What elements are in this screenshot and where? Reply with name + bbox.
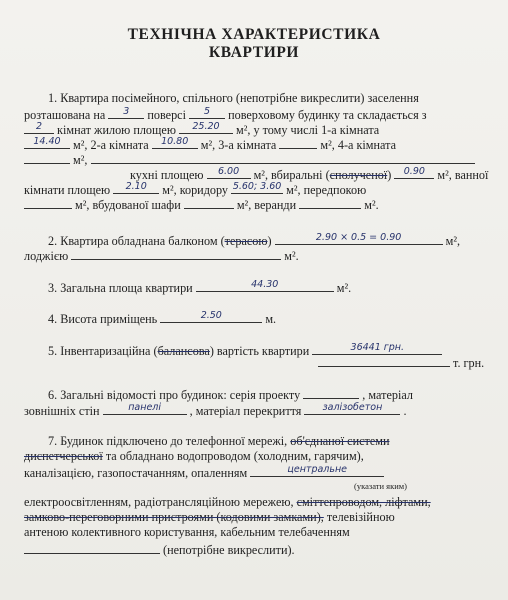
- ceiling-field[interactable]: залізобетон: [304, 402, 400, 415]
- p7-line3: каналізацією, газопостачанням, опаленням центральне: [24, 464, 384, 480]
- p6-line2: зовнішніх стін панелі , матеріал перекриття залізобетон .: [24, 402, 407, 418]
- p7-line6: антеною колективного користування, кабельним телебаченням: [24, 525, 350, 539]
- p1-extra-field[interactable]: [91, 151, 475, 164]
- p7-extra-field[interactable]: [24, 541, 160, 554]
- p1-line5: м²,: [24, 151, 475, 167]
- p1-line6: кухні площею 6.00 м², вбиральні (сполученої) 0.90 м², ванної: [130, 166, 489, 182]
- height-field[interactable]: 2.50: [160, 310, 262, 323]
- hallway-field[interactable]: [24, 196, 72, 209]
- document-subtitle: КВАРТИРИ: [208, 44, 300, 61]
- kitchen-field[interactable]: 6.00: [207, 166, 251, 179]
- corridor-field[interactable]: 5.60; 3.60: [232, 181, 282, 192]
- p1-line4: 14.40 м², 2-а кімната 10.80 м², 3-а кімната м², 4-а кімната: [24, 136, 396, 152]
- living-area-field[interactable]: 25.20: [179, 121, 233, 134]
- p1-line1: 1. Квартира посімейного, спільного (непотрібне викреслити) заселення: [48, 91, 419, 105]
- p7-line1: 7. Будинок підключено до телефонної мережі, об'єднаної системи: [48, 434, 390, 448]
- room2-field[interactable]: 10.80: [152, 136, 198, 149]
- rooms-field[interactable]: 2: [24, 121, 54, 134]
- p5-line2: т. грн.: [318, 354, 484, 370]
- room3-field[interactable]: [279, 136, 317, 149]
- p5-line1: 5. Інвентаризаційна (балансова) вартість квартири 36441 грн.: [48, 342, 442, 358]
- p7-line2: диспетчерської та обладнано водопроводом (холодним, гарячим),: [24, 449, 364, 463]
- p1-line3: 2 кімнат жилою площею 25.20 м², у тому числі 1-а кімната: [24, 121, 379, 137]
- p7-line4: електроосвітленням, радіотрансляційною мережею, сміттепроводом, ліфтами,: [24, 495, 431, 509]
- toilet-field[interactable]: 0.90: [394, 166, 434, 179]
- p2-line2: лоджією м².: [24, 249, 299, 263]
- heating-field[interactable]: центральне: [250, 464, 384, 477]
- p3-line: 3. Загальна площа квартири 44.30 м².: [48, 279, 352, 295]
- loggia-field[interactable]: [71, 247, 281, 260]
- floor-field[interactable]: 3: [108, 106, 144, 119]
- walls-field[interactable]: панелі: [103, 402, 187, 415]
- p1-line7: кімнати площею 2.10 м², коридору 5.60; 3.60 м², передпокою: [24, 181, 367, 197]
- balcony-field[interactable]: 2.90 × 0.5 = 0.90: [275, 232, 443, 245]
- p1-line8: м², вбудованої шафи м², веранди м².: [24, 196, 379, 212]
- wardrobe-field[interactable]: [184, 196, 234, 209]
- bath-field[interactable]: 2.10: [113, 181, 159, 194]
- p6-line1: 6. Загальні відомості про будинок: серія проекту , матеріал: [48, 388, 413, 402]
- floors-total-field[interactable]: 5: [189, 106, 225, 119]
- document-title: ТЕХНІЧНА ХАРАКТЕРИСТИКА: [127, 26, 381, 43]
- veranda-field[interactable]: [299, 196, 361, 209]
- room4-field[interactable]: [24, 151, 70, 164]
- p7-line7: (непотрібне викреслити).: [24, 541, 295, 557]
- value-extra-field[interactable]: [318, 354, 450, 367]
- p1-line2: розташована на 3 поверсі 5 поверховому будинку та складається з: [24, 106, 427, 122]
- room1-field[interactable]: 14.40: [24, 136, 70, 149]
- total-area-field[interactable]: 44.30: [196, 279, 334, 292]
- p2-line1: 2. Квартира обладнана балконом (терасою) 2.90 × 0.5 = 0.90 м²,: [48, 232, 461, 248]
- p7-line5: замково-переговорними пристроями (кодовими замками), телевізійною: [24, 510, 395, 524]
- heating-note: (указати яким): [354, 481, 407, 491]
- p4-line: 4. Висота приміщень 2.50 м.: [48, 310, 277, 326]
- value-field[interactable]: 36441 грн.: [312, 342, 442, 355]
- series-field[interactable]: [303, 386, 359, 399]
